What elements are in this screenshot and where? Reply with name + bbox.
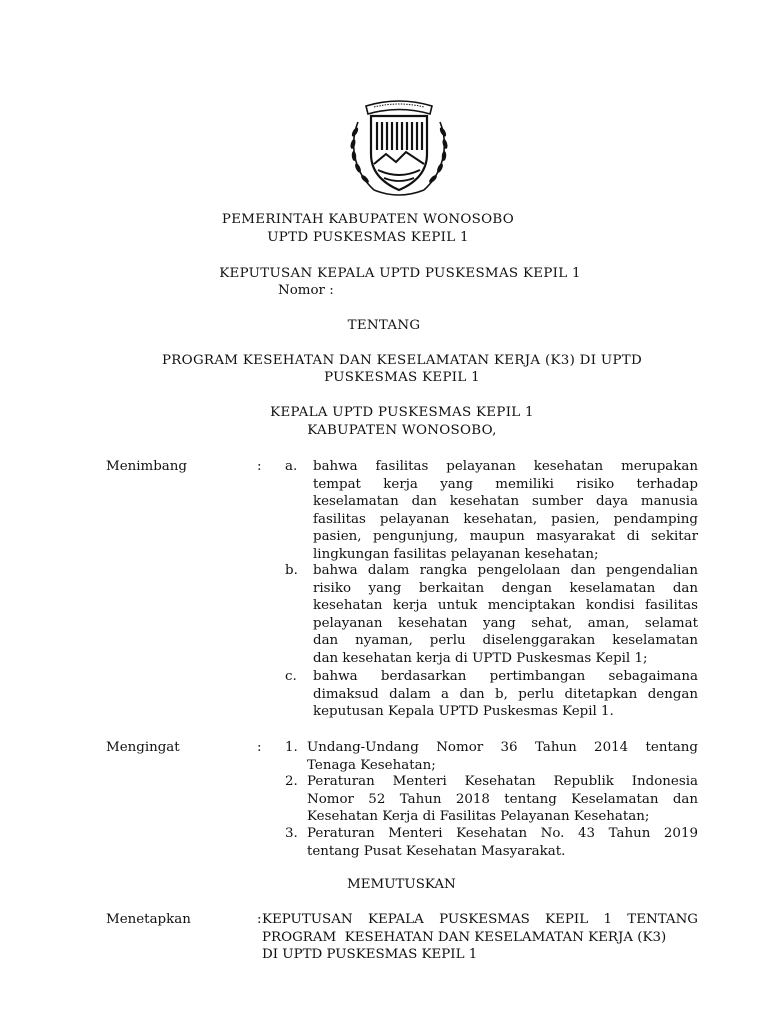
menetapkan-colon: :: [257, 912, 262, 927]
mengingat-3-line-1: Peraturan Menteri Kesehatan No. 43 Tahun 2019: [307, 826, 698, 841]
menimbang-item-c: [313, 668, 698, 721]
menimbang-colon: :: [257, 459, 262, 474]
mengingat-item-2-marker: 2.: [285, 774, 298, 789]
menimbang-a-line-2: tempat kerja yang memiliki risiko terhadap: [313, 476, 698, 492]
mengingat-item-3-marker: 3.: [285, 826, 298, 841]
mengingat-1-line-1: Undang-Undang Nomor 36 Tahun 2014 tentang: [307, 740, 698, 755]
mengingat-2-line-2: Nomor 52 Tahun 2018 tentang Keselamatan dan: [307, 791, 698, 807]
menimbang-b-line-5: dan nyaman, perlu diselenggarakan keselamatan: [313, 633, 698, 648]
mengingat-3-line-2: tentang Pusat Kesehatan Masyarakat.: [307, 843, 566, 859]
government-name: PEMERINTAH KABUPATEN WONOSOBO: [221, 212, 515, 227]
menetapkan-text: [262, 911, 698, 964]
menetapkan-label: Menetapkan: [106, 912, 191, 927]
decree-number: Nomor :: [278, 283, 334, 298]
menimbang-a-line-1: bahwa fasilitas pelayanan kesehatan merupakan: [313, 459, 698, 474]
menimbang-b-line-4: pelayanan kesehatan yang sehat, aman, selamat: [313, 615, 698, 631]
menimbang-item-b-marker: b.: [285, 563, 298, 578]
subject-line-2: PUSKESMAS KEPIL 1: [324, 370, 480, 385]
mengingat-colon: :: [257, 740, 262, 755]
mengingat-item-1-marker: 1.: [285, 740, 298, 755]
menetapkan-line-2: PROGRAM KESEHATAN DAN KESELAMATAN KERJA (K3): [262, 929, 667, 945]
menimbang-c-line-3: keputusan Kepala UPTD Puskesmas Kepil 1.: [313, 704, 614, 719]
mengingat-item-3: [307, 825, 698, 860]
menimbang-a-line-3: keselamatan dan kesehatan sumber daya manusia: [313, 494, 698, 509]
mengingat-item-1: [307, 739, 698, 774]
unit-name: UPTD PUSKESMAS KEPIL 1: [267, 230, 469, 245]
decree-title: KEPUTUSAN KEPALA UPTD PUSKESMAS KEPIL 1: [219, 266, 581, 281]
mengingat-item-2: [307, 773, 698, 826]
official-title-2: KABUPATEN WONOSOBO,: [307, 423, 497, 438]
menimbang-label: Menimbang: [106, 459, 187, 474]
menimbang-a-line-5: pasien, pengunjung, maupun masyarakat di sekitar: [313, 529, 698, 544]
menimbang-b-line-6: dan kesehatan kerja di UPTD Puskesmas Kepil 1;: [313, 650, 648, 666]
menimbang-a-line-6: lingkungan fasilitas pelayanan kesehatan;: [313, 546, 599, 562]
menimbang-c-line-1: bahwa berdasarkan pertimbangan sebagaimana: [313, 669, 698, 684]
menimbang-a-line-4: fasilitas pelayanan kesehatan, pasien, pendamping: [313, 511, 698, 527]
menimbang-b-line-2: risiko yang berkaitan dengan keselamatan dan: [313, 580, 698, 596]
mengingat-1-line-2: Tenaga Kesehatan;: [307, 757, 436, 773]
menimbang-b-line-3: kesehatan kerja untuk menciptakan kondisi fasilitas: [313, 598, 698, 613]
menimbang-b-line-1: bahwa dalam rangka pengelolaan dan pengendalian: [313, 563, 698, 578]
mengingat-2-line-1: Peraturan Menteri Kesehatan Republik Indonesia: [307, 774, 698, 789]
menimbang-c-line-2: dimaksud dalam a dan b, perlu ditetapkan dengan: [313, 686, 698, 702]
official-title-1: KEPALA UPTD PUSKESMAS KEPIL 1: [270, 405, 534, 420]
mengingat-2-line-3: Kesehatan Kerja di Fasilitas Pelayanan Kesehatan;: [307, 809, 650, 824]
menimbang-item-b: [313, 562, 698, 667]
tentang-heading: TENTANG: [347, 318, 421, 333]
menimbang-item-a-marker: a.: [285, 459, 298, 474]
mengingat-label: Mengingat: [106, 740, 180, 755]
subject-line-1: PROGRAM KESEHATAN DAN KESELAMATAN KERJA (K3) DI UPTD: [161, 353, 643, 368]
menetapkan-line-3: DI UPTD PUSKESMAS KEPIL 1: [262, 947, 478, 962]
regency-coat-of-arms-logo: [344, 92, 454, 202]
menimbang-item-a: [313, 458, 698, 563]
memutuskan-heading: MEMUTUSKAN: [347, 877, 456, 892]
menimbang-item-c-marker: c.: [285, 669, 297, 684]
menetapkan-line-1: KEPUTUSAN KEPALA PUSKESMAS KEPIL 1 TENTANG: [262, 912, 698, 927]
